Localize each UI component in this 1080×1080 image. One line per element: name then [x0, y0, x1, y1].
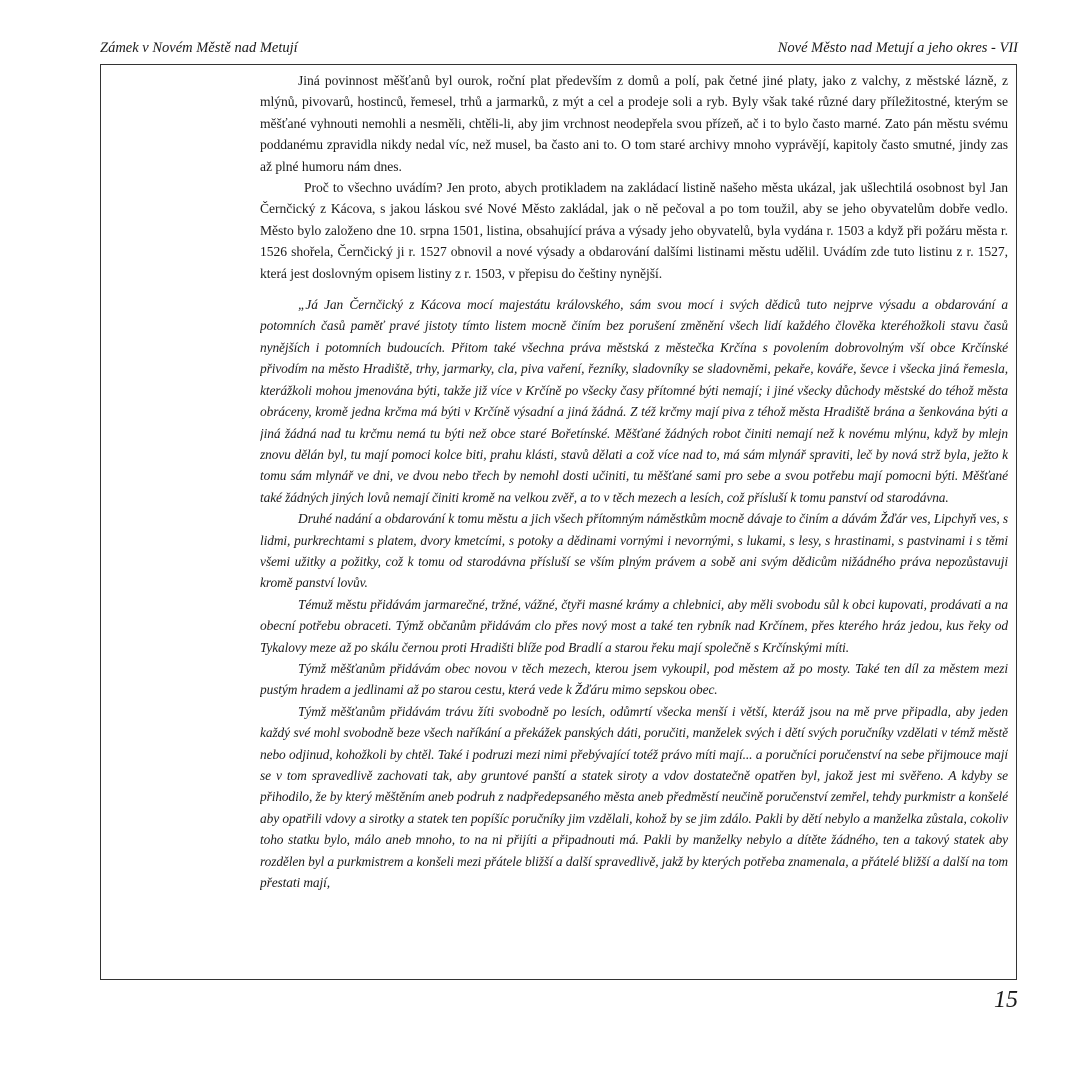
charter-paragraph: Týmž měšťanům přidávám obec novou v těch mezech, kterou jsem vykoupil, pod městem až po mosty. Také ten díl za městem mezi pustým hradem a jedlinami až po starou cestu, která vede k Žďáru mimo sepskou obec. — [260, 660, 1008, 698]
header-chapter-title: Nové Město nad Metují a jeho okres - VII — [777, 40, 1018, 56]
intro-paragraph: Proč to všechno uvádím? Jen proto, abych protikladem na zakládací listině našeho města ukázal, jak ušlechtilá osobnost byl Jan Černčický z Kácova, s jakou láskou své Nové Město zakládal, jak o ně pečoval a po tom toužil, aby se jeho obyvatelům dobře vedlo. Město bylo založeno dne 10. srpna 1501, listina, obsahující práva a výsady jeho obyvatelů, byla vydána r. 1503 a když při požáru města r. 1526 shořela, Černčický ji r. 1527 obnovil a nové výsady a obdarování dalšími listinami městu udělil. Uvádím zde tuto listinu z r. 1527, která jest doslovným opisem listiny z r. 1503, v přepisu do češtiny nynější. — [260, 180, 1008, 281]
intro-section — [260, 70, 1008, 284]
running-header — [100, 38, 1018, 58]
charter-paragraph: Druhé nadání a obdarování k tomu městu a jich všech přítomným náměstkům mocně dávaje to činím a dávám Žďár ves, Lipchyň ves, s lidmi, purkrechtami s platem, dvory kmetcími, s potoky a dědinami vornými i nevornými, s lukami, s lesy, s hrastinami, s pastvinami i s těmi všemi užitky a požitky, což k tomu od starodávna přísluší se vším plným právem a sobě ani svým dědicům nižádného práva nepozůstavuji kromě panství lovův. — [260, 511, 1008, 591]
charter-paragraph: „Já Jan Černčický z Kácova mocí majestátu královského, sám svou mocí i svých dědiců tuto nejprve výsadu a obdarování a potomních časů paměť pravé jistoty tímto listem mocně činím bez porušení změnění všech lidí každého člověka kteréhožkoli stavu časů nynějších i potomních budoucích. Přitom také všechna práva městská z městečka Krčína s povolením dobrovolným vší obce Krčínské přivodím na město Hradiště, trhy, jarmarky, cla, piva vaření, řezníky, sladovníky se sladovněmi, pekaře, kováře, ševce i všecka jiná řemesla, kterážkoli mohou jmenována býti, takže již více v Krčíně po všecky časy přítomné býti nemají; i jiné všecky důchody městské do téhož města obráceny, kromě jedna krčma má býti v Krčíně výsadní a jiná žádná. Z též krčmy mají piva z téhož města Hradiště brána a šenkována býti a jiná žádná nad tu krčmu nemá tu býti než obce staré Bořetínské. Měšťané žádných robot činiti nemají než k novému mlýnu, když by mlejn znovu dělán byl, tu mají pomoci kolce biti, prahu klásti, stavů dělati a což více nad to, má sám mlynář spraviti, leč by nová strž byla, ježto k tomu sám mlynář ve dni, ve dvou nebo třech by nemohl dosti učiniti, tu měšťané sami pro sebe a svou potřebu mají pomocni býti. Měšťané také žádných jiných lovů nemají činiti kromě na velkou zvěř, a to v těch mezech a lesích, což přísluší k tomu panství od starodávna. — [260, 297, 1008, 505]
charter-quote-section — [260, 294, 1008, 893]
charter-paragraph: Týmž měšťanům přidávám trávu žíti svobodně po lesích, odůmrtí všecka menší i větší, kteráž jsou na mě prve připadla, aby jeden každý své mohl svobodně beze všech naříkání a překážek panských dáti, poručiti, manželek svých i dětí svých poručníky vzdělati v témž městě nebo odjinud, kohožkoli by chtěl. Také i podruzi mezi nimi přebývající totéž právo míti mají... a poručníci poručenství na sebe přijmouce mají se v tom spravedlivě zachovati tak, aby gruntové panští a statek siroty a vdov dostatečně opatřen byl, jakož jest mi svěřeno. A kdyby se přihodilo, že by který měštěním aneb podruh z nadpředepsaného města aneb předměstí neučině poručenství zemřel, tehdy purkmistr a konšelé aby opatřili vdovy a sirotky a statek ten popíšíc poručníky jim vzdělali, kohož by se jim zdálo. Pakli by dětí nebylo a manželka zůstala, cokoliv toho statku bylo, málo aneb mnoho, to na ni přijíti a připadnouti má. Pakli by manželky nebylo a dítěte žádného, ten a takový statek aby rozdělen byl a purkmistrem a konšeli mezi přátele bližší a další spravedlivě, jakž by kterých potřeba znamenala, a přátelé bližší a další na tom přestati mají, — [260, 703, 1008, 891]
intro-paragraph: Jiná povinnost měšťanů byl ourok, roční plat především z domů a polí, pak četné jiné platy, jako z valchy, z městské lázně, z mlýnů, pivovarů, hostinců, řemesel, trhů a jarmarků, z mýt a cel a prodeje soli a ryb. Byly však také různé dary příležitostné, kterým se měšťané vyhnouti nemohli a nesměli, chtěli-li, aby jim vrchnost neodepřela svou přízeň, ač i to bylo často marné. Zato pán městu svému poddanému zpravidla nikdy nedal víc, než musel, ba často ani to. O tom staré archivy mnoho vyprávějí, kapitoly často smutné, jindy zas až plné humoru nám dnes. — [260, 73, 1008, 174]
page-number: 15 — [994, 987, 1018, 1013]
main-text-column — [260, 70, 1008, 976]
charter-paragraph: Témuž městu přidávám jarmarečné, tržné, vážné, čtyři masné krámy a chlebnici, aby měli svobodu sůl k obci kupovati, prodávati a na obecní potřebu obraceti. Týmž občanům přidávám clo přes nový most a také ten rybník nad Krčínem, přes kterého hráz jedou, kus řeky od Tykalovy meze až po skálu černou proti Hradišti blíže pod Bradlí a starou řeku mají společně s Krčínskými míti. — [260, 596, 1008, 655]
header-book-title: Zámek v Novém Městě nad Metují — [100, 40, 298, 56]
